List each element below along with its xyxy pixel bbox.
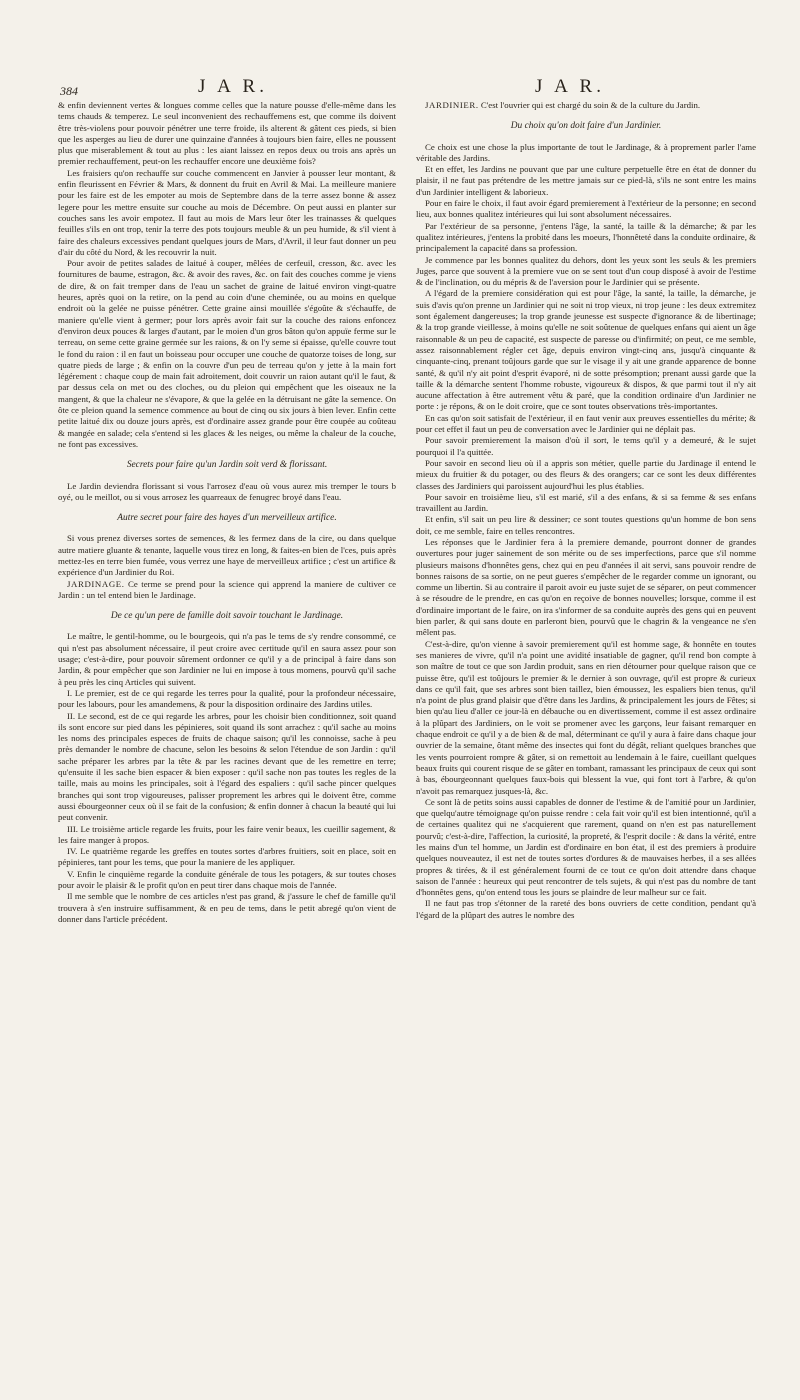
right-column: [416, 100, 756, 1384]
paragraph: Les réponses que le Jardinier fera à la premiere demande, pourront donner de grandes ouvertures pour juger sainement de son mérite ou de ses imperfections, parce que s'il nomme plusieurs maisons d'honnêtes gens, chez qui en peu d'années il ait servi, sans pouvoir rendre de bonnes raisons de sa sortie, on ne peut gueres s'empêcher de le regarder comme un ignorant, ou comme un libertin. Si au contraire il paroit avoir eu juste sujet de se séparer, on peut commencer à se résoudre de le prendre, en cas qu'on en reçoive de bonnes nouvelles; lorsque, comme il est d'ordinaire important de le faire, on ira s'informer de sa conduite auprès des gens qui en peuvent bien parler, & qui sans doute en parleront bien, pourvû que le chagrin & la vengeance ne s'en mêlent pas.: [416, 536, 756, 638]
entry-definition: C'est l'ouvrier qui est chargé du soin & de la culture du Jardin.: [478, 100, 701, 110]
paragraph: IV. Le quatrième regarde les greffes en toutes sortes d'arbres fruitiers, soit en place, soit en pépinieres, tant pour les tems, que pour la maniere de les appliquer.: [58, 846, 396, 868]
left-column: [58, 100, 396, 1384]
paragraph: Pour savoir en second lieu où il a appris son métier, quelle partie du Jardinage il entend le mieux du fruitier & du potager, ou des fleurs & des orangers; car ce sont les deux différentes classes des Jardiniers qui paroissent aujourd'hui les plus établies.: [416, 457, 756, 491]
paragraph: Ce sont là de petits soins aussi capables de donner de l'estime & de l'amitié pour un Jardinier, que quelqu'autre témoignage qu'on puisse rendre : cela fait voir qu'il est bien intentionné, qu'il a de certaines qualitez qui ne s'acquierent que rarement, quand on n'en est pas naturellement pourvû; c'est-à-dire, l'affection, la curiosité, la propreté, & l'esprit docile : & dans la vérité, entre les mains d'un tel homme, un Jardin est d'ordinaire en bon état, il est des premiers à produire quelques nouveautez, il est net de toutes sortes d'ordures & de mauvaises herbes, il a ses allées propres & tirées, & il est généralement fourni de ce tout ce qu'on doit attendre dans chaque saison de l'année : heureux qui peut rencontrer de tels sujets, & qui n'est pas du nombre de tant d'honnêtes gens, qu'on entend tous les jours se plaindre de leur malheur sur ce fait.: [416, 796, 756, 898]
section-heading: Secrets pour faire qu'un Jardin soit verd & florissant.: [126, 460, 328, 471]
section-heading: Autre secret pour faire des hayes d'un merveilleux artifice.: [117, 513, 337, 524]
paragraph: Il ne faut pas trop s'étonner de la rareté des bons ouvriers de cette condition, pendant qu'à l'égard de la plûpart des autres le nombre des: [416, 898, 756, 920]
paragraph: Pour savoir premierement la maison d'où il sort, le tems qu'il y a demeuré, & le sujet pourquoi il l'a quittée.: [416, 435, 756, 457]
section-heading: De ce qu'un pere de famille doit savoir touchant le Jardinage.: [110, 611, 344, 622]
running-head-left: J A R.: [198, 76, 268, 97]
paragraph: V. Enfin le cinquième regarde la conduite générale de tous les potagers, & sur toutes choses pour avoir le plaisir & le profit qu'on en peut tirer dans chaque mois de l'année.: [58, 868, 396, 890]
paragraph: Et enfin, s'il sait un peu lire & dessiner; ce sont toutes questions qu'un homme de bon sens doit, ce me semble, faire en telles rencontres.: [416, 514, 756, 536]
paragraph: Par l'extérieur de sa personne, j'entens l'âge, la santé, la taille & la démarche; & par les qualitez intérieures, j'entens la probité dans les moeurs, l'honnêteté dans la conduite ordinaire, & principalement la capacité dans sa profession.: [416, 220, 756, 254]
entry-definition: Ce terme se prend pour la science qui apprend la maniere de cultiver ce Jardin : un tel entend bien le Jardinage.: [58, 578, 396, 600]
paragraph: Les fraisiers qu'on rechauffe sur couche commencent en Janvier à pousser leur montant, & enfin fleurissent en Février & Mars, & donnent du fruit en Avril & Mai. La meilleure maniere pour les faire est de les empoter au mois de Septembre dans de la terre assez bonne & assez legere pour les mettre ensuite sur couche au mois de Décembre. On peut aussi en planter sur couches sans les avoir empotez. Il faut au mois de Mars leur ôter les trainasses & quelques feuilles s'ils en ont trop, tenir la terre des pots toujours meuble & un peu humide, & s'il vient à faire des chaleurs excessives pendant quelques jours de Mars, d'Avril, il leur faut donner un peu d'air du côté du Nord, & les recouvrir la nuit.: [58, 167, 396, 257]
paragraph: A l'égard de la premiere considération qui est pour l'âge, la santé, la taille, la démarche, je suis d'avis qu'on prenne un Jardinier qui ne soit ni trop vieux, ni trop jeune : les deux extremitez sont également dangereuses; la trop grande jeunesse est suspecte d'ignorance & de libertinage; & la trop grande vieillesse, à moins qu'elle ne soit soûtenue de quelques enfans qui aient un âge raisonnable & un peu de capacité, est suspecte de paresse ou d'infirmité; on peut, ce me semble, assez raisonnablement régler cet âge, depuis environ vingt-cinq ans, jusqu'à cinquante & cinquante-cinq, prenant toûjours garde que sur le visage il y ait une grande apparence de bonne santé, & qu'il n'y ait point d'esprit évaporé, ni de sotte présomption; prenant aussi garde que la taille & la démarche sentent l'homme robuste, vigoureux & dispos, & que parmi tout il n'y ait aucune affectation à être autrement vêtu & paré, que la condition ordinaire d'un Jardinier ne porte : je répons, & on le doit croire, que ce sont toutes observations très-importantes.: [416, 288, 756, 412]
running-head-right: J A R.: [535, 76, 605, 97]
paragraph: Je commence par les bonnes qualitez du dehors, dont les yeux sont les seuls & les premiers Juges, parce que souvent à la premiere vue on se sent tout d'un coup disposé à avoir de l'estime & de l'inclination, ou du mépris & de l'aversion pour le Jardinier qui se présente.: [416, 254, 756, 288]
entry-paragraph: [58, 579, 396, 602]
paragraph: Il me semble que le nombre de ces articles n'est pas grand, & j'assure le chef de famille qu'il trouvera à s'en instruire suffisamment, & en peu de tems, dans le petit abregé qu'on vient de donner dans l'article précédent.: [58, 891, 396, 924]
page-number: 384: [60, 84, 78, 98]
paragraph: Ce choix est une chose la plus importante de tout le Jardinage, & à proprement parler l'ame véritable des Jardins.: [416, 141, 756, 163]
entry-headword: JARDINIER.: [425, 100, 479, 110]
paragraph: II. Le second, est de ce qui regarde les arbres, pour les choisir bien conditionnez, soit quand ils sont encore sur pied dans les pépinieres, soit quand ils sont arrachez : qu'il sache au moins les noms des principales especes de fruits de chaque saison; qu'il les connoisse, sache à peu près demander le nombre de chacune, selon les besoins & selon l'étendue de son Jardin : qu'il sache préparer les arbres par la tête & par les racines devant que de les remettre en terre; qu'ensuite il les sache bien espacer & bien exposer : qu'il sache non pas toutes les regles de la taille, mais au moins les principales, soit à l'égard des espaliers : qu'il sache pincer quelques branches qui sont trop vigoureuses, palisser proprement les arbres qui le doivent être, comme aussi ébourgeonner ceux où il se fait de la confusion; & enfin donner à chacun la beauté qui lui peut convenir.: [58, 710, 396, 823]
paragraph: I. Le premier, est de ce qui regarde les terres pour la qualité, pour la profondeur nécessaire, pour les labours, pour les amandemens, & pour la disposition ordinaire des Jardins utiles.: [58, 687, 396, 710]
paragraph: Pour avoir de petites salades de laitué à couper, mêlées de cerfeuil, cresson, &c. avec les fournitures de baume, estragon, &c. & avoir des raves, &c. on fait des couches comme je viens de dire, & on fait tremper dans de l'eau un sachet de graine de laitué environ vingt-quatre heures, après quoi on la retire, on la pend au coin d'une cheminée, ou au moins en quelque endroit où la gelée ne puisse pénétrer. Cette graine ainsi mouillée s'égoûte & s'échauffe, de maniere qu'elle vient à germer; pour lors après avoir fait sur la couche des raions enfoncez d'environ deux pouces & larges d'autant, par le moien d'un gros bâton qu'on appuïe ferme sur le terreau, on seme cette graine germée sur les raions, & on l'y seme si épaisse, qu'elle couvre tout le fond du raion : il en faut un boisseau pour occuper une couche de quatorze toises de long, sur quatre pieds de large ; & enfin on la couvre d'un peu de terreau qu'on y jette à la main fort légérement : chaque coup de main fait adroitement, doit couvrir un raion autant qu'il le faut, & par dessus cela on met ou des cloches, ou du pleion qui empêchent que les oiseaux ne la mangent, & que la chaleur ne s'évapore, & que la gelée en la détruisant ne gâte la semence. On ôte ce pleion quand la semence commence au bout de cinq ou six jours à bien lever. Enfin cette petite laitué dix ou douze jours après, est d'ordinaire assez grande pour être coupée au coûteau & mangée en salade; cela s'entend si les glaces & les neiges, ou même la chaleur de la couche, ne font pas excessives.: [58, 258, 396, 449]
paragraph: & enfin deviennent vertes & longues comme celles que la nature pousse d'elle-même dans les tems chauds & temperez. Le seul inconvenient des rechauffemens est, que comme ils doivent être très-violens pour pouvoir pénétrer une terre froide, ils alterent & gâtent ces pieds, si bien que les asperges au lieu de durer une quinzaine d'années à toujours bien faire, elles ne poussent plus que miserablement & tout au plus : les aiant laissez en repos deux ou trois ans après un premier rechauffement, peut-on les rechauffer encore une deuxième fois?: [58, 100, 396, 167]
entry-headword: JARDINAGE.: [67, 578, 125, 589]
paragraph: Si vous prenez diverses sortes de semences, & les fermez dans de la cire, ou dans quelque autre matiere gluante & tenante, laquelle vous tirez en long, & faites-en bien de l'ces, puis après mettez-les en terre bien fumée, vous verrez une haye de merveilleux artifice ; c'est un artifice & expérience d'un Jardinier du Roi.: [58, 533, 396, 578]
paragraph: III. Le troisième article regarde les fruits, pour les faire venir beaux, les cueillir sagement, & les faire manger à propos.: [58, 823, 396, 845]
paragraph: Le Jardin deviendra florissant si vous l'arrosez d'eau où vous aurez mis tremper le tours b oyé, ou le meillot, ou si vous arrosez les quarreaux de fenugrec broyé dans l'eau.: [58, 480, 396, 502]
paragraph: Le maître, le gentil-homme, ou le bourgeois, qui n'a pas le tems de s'y rendre consommé, ce qui n'est pas absolument nécessaire, il peut croire avec certitude qu'il en saura assez pour son usage; c'est-à-dire, pour pouvoir sûrement ordonner ce qu'il y a de principal à faire dans son Jardin, & pour empêcher que son Jardinier ne lui en impose à tous momens, pourvû qu'il sache à peu près les cinq Articles qui suivent.: [58, 631, 396, 687]
section-heading: Du choix qu'on doit faire d'un Jardinier.: [510, 121, 662, 132]
paragraph: Et en effet, les Jardins ne pouvant que par une culture perpetuelle être en état de donner du plaisir, il ne faut pas prétendre de les mettre jamais sur ce pied-là, s'ils ne sont entre les mains d'un Jardinier intelligent & laborieux.: [416, 164, 756, 197]
paragraph: Pour savoir en troisième lieu, s'il est marié, s'il a des enfans, & si sa femme & ses enfans travaillent au Jardin.: [416, 491, 756, 514]
paragraph: C'est-à-dire, qu'on vienne à savoir premierement qu'il est homme sage, & honnête en toutes ses manieres de vivre, qu'il n'a point une avidité insatiable de gagner, qu'il rend bon compte à son maître de tout ce que son Jardin produit, sans en rien détourner pour quelque raison que ce puisse être, qu'il est toûjours le premier & le dernier à son ouvrage, qu'il est propre & curieux dans ce qu'il fait, que ses arbres sont bien taillez, bien émoussez, les espaliers bien tenus, qu'il n'a point de plus grand plaisir que d'être dans les Jardins, & principalement les jours de Fêtes; si bien qu'au lieu d'aller ce jour-là en débauche ou en divertissement, comme il est assez ordinaire à la plûpart des Jardiniers, on le voit se promener avec les garçons, leur faisant remarquer en chaque endroit ce qu'il y a de bien & de mal, déterminant ce qu'il y aura à faire dans chaque jour ouvrier de la semaine, ôtant même des insectes qui font du dégât, reliant quelques branches que les vents pourroient rompre & gâter, si on remettoit au lendemain à le faire, cueillant quelques beaux fruits qui courent risque de se gâter en tombant, ramassant les principaux de ceux qui sont à bas, ébourgeonnant quelques faux-bois qui blessent la vue, qui font tort à l'arbre, & qu'on n'avoit pas remarquez jusques-là, &c.: [416, 638, 756, 796]
paragraph: En cas qu'on soit satisfait de l'extérieur, il en faut venir aux preuves essentielles du mérite; & pour cet effet il faut un peu de conversation avec le Jardinier qui ne déplait pas.: [416, 412, 756, 435]
paragraph: Pour en faire le choix, il faut avoir égard premierement à l'extérieur de la personne; en second lieu, aux bonnes qualitez intérieures qui lui sont absolument nécessaires.: [416, 198, 756, 220]
entry-paragraph: [416, 100, 756, 111]
